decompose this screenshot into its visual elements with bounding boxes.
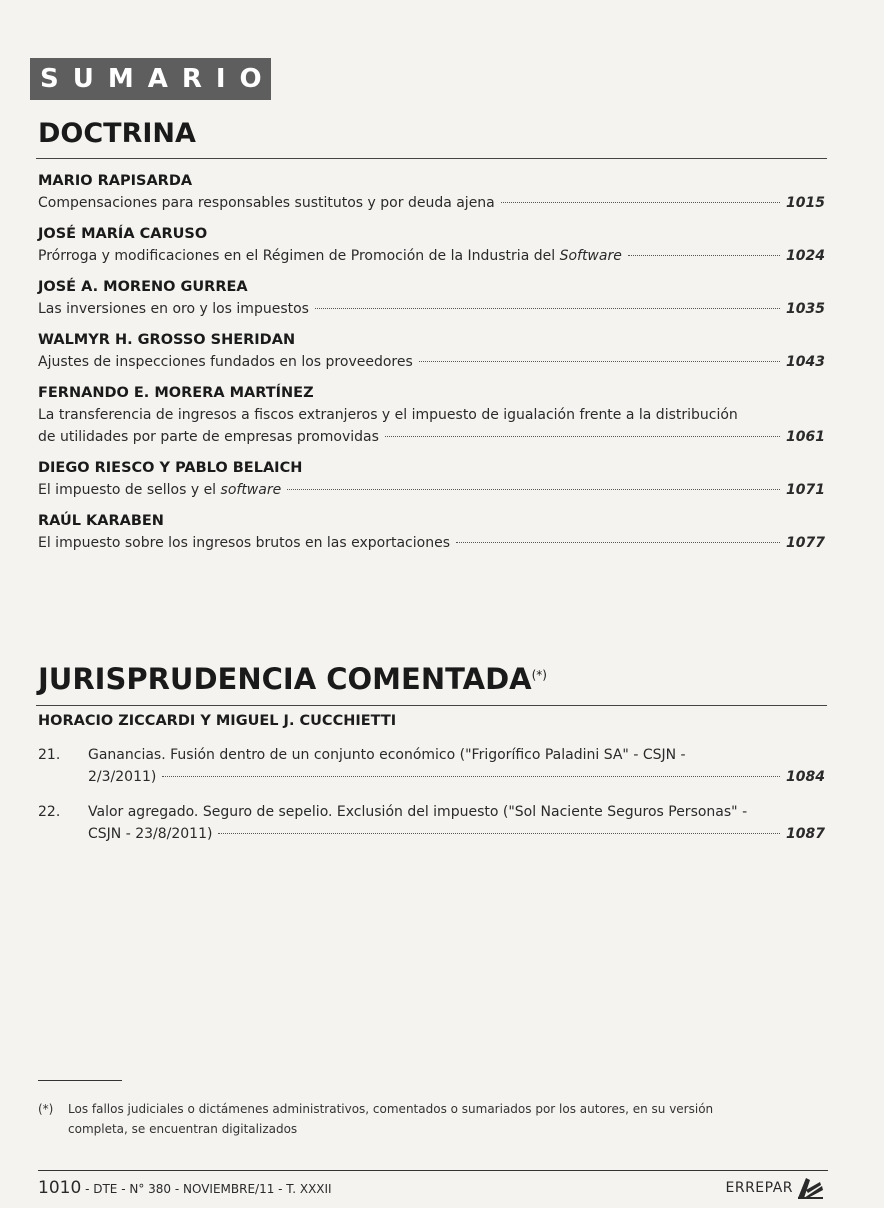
- entry-line: [38, 298, 825, 320]
- doctrina-heading: DOCTRINA: [38, 118, 196, 149]
- page-number: 1010 - DTE - N° 380 - NOVIEMBRE/11 - T. XXXII: [38, 1178, 332, 1198]
- entry-line: [38, 479, 825, 501]
- dot-leader: [501, 202, 780, 203]
- entry-page: 1043: [786, 354, 825, 370]
- footnote-text: [68, 1099, 713, 1139]
- dot-leader: [628, 255, 780, 256]
- entry-title: El impuesto de sellos y el software: [38, 482, 282, 498]
- entry-title: Prórroga y modificaciones en el Régimen de Promoción de la Industria del Software: [38, 248, 622, 264]
- brand-name: ERREPAR: [725, 1180, 793, 1196]
- jurisprudencia-author: HORACIO ZICCARDI Y MIGUEL J. CUCCHIETTI: [38, 713, 397, 729]
- entry-line: [38, 426, 825, 448]
- heading-footnote-mark: (*): [531, 668, 547, 682]
- entry-title-line1: Ganancias. Fusión dentro de un conjunto económico ("Frigorífico Paladini SA" - CSJN -: [88, 747, 686, 763]
- entry-title: Ajustes de inspecciones fundados en los proveedores: [38, 354, 413, 370]
- doctrina-entries: [38, 170, 825, 563]
- entry-author: JOSÉ MARÍA CARUSO: [38, 226, 208, 242]
- entry-title-italic: Software: [559, 248, 622, 264]
- entry-page: 1071: [786, 482, 825, 498]
- brand: [726, 1176, 825, 1200]
- doctrina-entry[interactable]: [38, 276, 825, 320]
- dot-leader: [385, 436, 780, 437]
- entry-author: DIEGO RIESCO Y PABLO BELAICH: [38, 460, 303, 476]
- entry-title-line2: CSJN - 23/8/2011): [88, 826, 213, 842]
- dot-leader: [456, 542, 780, 543]
- entry-page: 1061: [786, 429, 825, 445]
- entry-author: WALMYR H. GROSSO SHERIDAN: [38, 332, 296, 348]
- entry-author: FERNANDO E. MORERA MARTÍNEZ: [38, 385, 314, 401]
- jurisprudencia-divider: [36, 705, 827, 706]
- entry-body: [88, 801, 825, 845]
- doctrina-entry[interactable]: [38, 170, 825, 214]
- jurisprudencia-entry[interactable]: [38, 801, 825, 845]
- doctrina-entry[interactable]: [38, 510, 825, 554]
- entry-page: 1035: [786, 301, 825, 317]
- entry-author: JOSÉ A. MORENO GURREA: [38, 279, 248, 295]
- sumario-banner: [30, 58, 276, 100]
- entry-body: [88, 744, 825, 788]
- jurisprudencia-entry[interactable]: [38, 744, 825, 788]
- jurisprudencia-items: [38, 744, 825, 858]
- entry-line: [88, 823, 825, 845]
- entry-number: 21.: [38, 747, 61, 763]
- doctrina-entry[interactable]: [38, 329, 825, 373]
- footnote: [38, 1099, 828, 1139]
- entry-page: 1077: [786, 535, 825, 551]
- entry-page: 1015: [786, 195, 825, 211]
- entry-author: MARIO RAPISARDA: [38, 173, 193, 189]
- doctrina-entry[interactable]: [38, 223, 825, 267]
- dot-leader: [315, 308, 780, 309]
- entry-author: RAÚL KARABEN: [38, 513, 164, 529]
- entry-title-line1: Valor agregado. Seguro de sepelio. Exclusión del impuesto ("Sol Naciente Seguros Personas" -: [88, 804, 748, 820]
- doctrina-divider: [36, 158, 827, 159]
- entry-line: [38, 532, 825, 554]
- banner-text: SUMARIO: [40, 64, 276, 94]
- footnote-line2: completa, se encuentran digitalizados: [68, 1122, 298, 1136]
- dot-leader: [287, 489, 780, 490]
- doctrina-entry[interactable]: [38, 382, 825, 448]
- entry-title-italic: software: [220, 482, 282, 498]
- publication-info: - DTE - N° 380 - NOVIEMBRE/11 - T. XXXII: [81, 1182, 332, 1196]
- entry-line: [88, 766, 825, 788]
- footnote-mark: (*): [38, 1102, 54, 1116]
- entry-title-line2: 2/3/2011): [88, 769, 157, 785]
- entry-page: 1084: [786, 769, 825, 785]
- entry-title: Compensaciones para responsables sustitutos y por deuda ajena: [38, 195, 495, 211]
- entry-title: Las inversiones en oro y los impuestos: [38, 301, 309, 317]
- entry-page: 1087: [786, 826, 825, 842]
- errepar-logo-icon: [796, 1176, 824, 1200]
- footer-divider: [38, 1170, 828, 1171]
- dot-leader: [218, 833, 780, 834]
- entry-title: El impuesto sobre los ingresos brutos en las exportaciones: [38, 535, 450, 551]
- dot-leader: [419, 361, 780, 362]
- entry-title: de utilidades por parte de empresas promovidas: [38, 429, 379, 445]
- entry-page: 1024: [786, 248, 825, 264]
- entry-line: [38, 245, 825, 267]
- entry-line: [38, 351, 825, 373]
- dot-leader: [162, 776, 780, 777]
- entry-title-line1: La transferencia de ingresos a fiscos extranjeros y el impuesto de igualación frente a la distribución: [38, 407, 738, 423]
- entry-line: [38, 192, 825, 214]
- footnote-divider: [38, 1080, 122, 1081]
- doctrina-entry[interactable]: [38, 457, 825, 501]
- entry-number: 22.: [38, 804, 61, 820]
- footnote-line1: Los fallos judiciales o dictámenes administrativos, comentados o sumariados por los autores, en su versión: [68, 1102, 714, 1116]
- jurisprudencia-heading: JURISPRUDENCIA COMENTADA(*): [38, 662, 547, 696]
